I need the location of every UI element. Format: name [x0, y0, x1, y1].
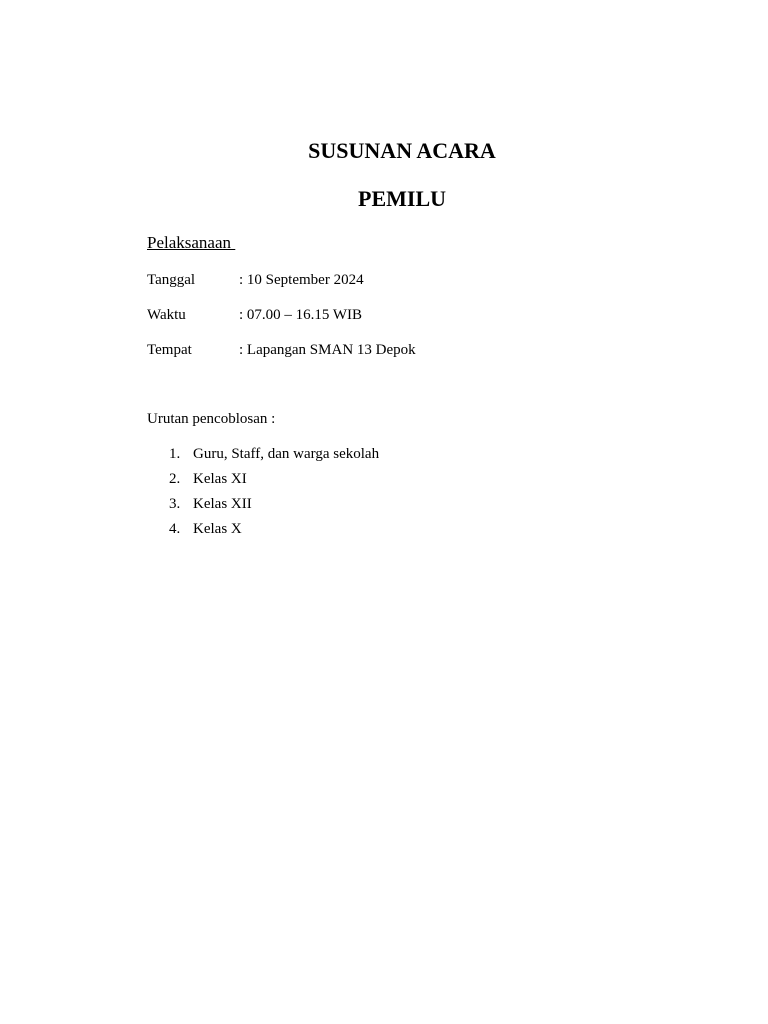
list-item-text: Kelas XI [193, 471, 247, 487]
detail-value: : Lapangan SMAN 13 Depok [239, 342, 416, 358]
list-item-text: Guru, Staff, dan warga sekolah [193, 446, 380, 462]
detail-label: Tempat [147, 342, 192, 358]
list-item-number: 3. [169, 496, 181, 512]
list-intro: Urutan pencoblosan : [147, 411, 276, 427]
detail-label: Waktu [147, 307, 186, 323]
list-item-number: 4. [169, 521, 181, 537]
document-title: SUSUNAN ACARA [308, 138, 496, 163]
list-item [147, 520, 379, 545]
list-item-number: 2. [169, 471, 181, 487]
document-subtitle: PEMILU [358, 186, 446, 211]
detail-row-date [147, 271, 364, 289]
detail-row-time [147, 306, 362, 324]
list-item [147, 445, 379, 470]
list-item-text: Kelas XII [193, 496, 252, 512]
detail-row-place [147, 341, 416, 359]
list-item-text: Kelas X [193, 521, 242, 537]
list-item [147, 470, 379, 495]
detail-value: : 07.00 – 16.15 WIB [239, 307, 363, 323]
list-item-number: 1. [169, 446, 181, 462]
detail-label: Tanggal [147, 272, 196, 288]
voting-order-list [147, 445, 379, 545]
section-heading-pelaksanaan: Pelaksanaan [147, 233, 236, 252]
list-item [147, 495, 379, 520]
detail-value: : 10 September 2024 [239, 272, 364, 288]
